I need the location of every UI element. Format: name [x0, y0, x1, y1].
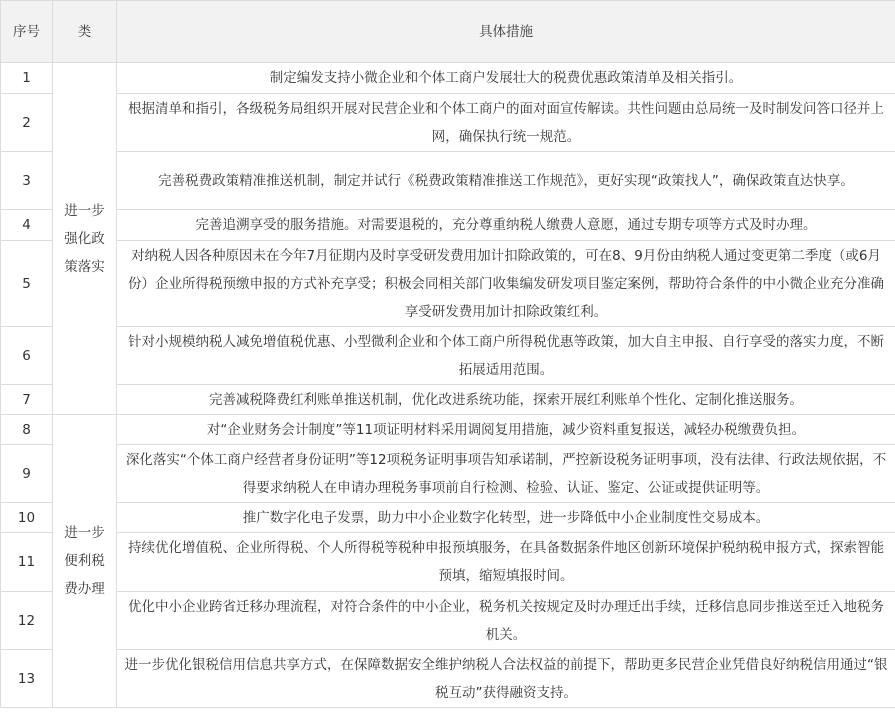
table-row [1, 533, 895, 592]
measure-text: 制定编发支持小微企业和个体工商户发展壮大的税费优惠政策清单及相关指引。 [117, 63, 895, 94]
table-row [1, 210, 895, 241]
measure-text: 完善减税降费红利账单推送机制，优化改进系统功能，探索开展红利账单个性化、定制化推送服务。 [117, 385, 895, 415]
row-number: 2 [1, 94, 53, 152]
row-number: 7 [1, 385, 53, 415]
category-cell: 进一步便利税费办理 [53, 415, 117, 708]
row-number: 5 [1, 241, 53, 327]
table-row [1, 152, 895, 210]
table-row [1, 503, 895, 533]
table-header-row [1, 1, 895, 63]
table-row [1, 327, 895, 385]
row-number: 3 [1, 152, 53, 210]
category-cell: 进一步强化政策落实 [53, 63, 117, 415]
row-number: 1 [1, 63, 53, 94]
row-number: 6 [1, 327, 53, 385]
row-number: 12 [1, 592, 53, 650]
measure-text: 对纳税人因各种原因未在今年7月征期内及时享受研发费用加计扣除政策的，可在8、9月份由纳税人通过变更第二季度（或6月份）企业所得税预缴申报的方式补充享受；积极会同相关部门收集编发研发项目鉴定案例，帮助符合条件的中小微企业充分准确享受研发费用加计扣除政策红利。 [117, 241, 895, 327]
table-row [1, 63, 895, 94]
measure-text: 针对小规模纳税人减免增值税优惠、小型微利企业和个体工商户所得税优惠等政策，加大自主申报、自行享受的落实力度，不断拓展适用范围。 [117, 327, 895, 385]
measure-text: 优化中小企业跨省迁移办理流程，对符合条件的中小企业，税务机关按规定及时办理迁出手续，迁移信息同步推送至迁入地税务机关。 [117, 592, 895, 650]
measure-text: 推广数字化电子发票，助力中小企业数字化转型，进一步降低中小企业制度性交易成本。 [117, 503, 895, 533]
measure-text: 持续优化增值税、企业所得税、个人所得税等税种申报预填服务，在具备数据条件地区创新环境保护税纳税申报方式，探索智能预填，缩短填报时间。 [117, 533, 895, 592]
header-measure: 具体措施 [117, 1, 895, 63]
header-category: 类 [53, 1, 117, 63]
row-number: 10 [1, 503, 53, 533]
measure-text: 深化落实“个体工商户经营者身份证明”等12项税务证明事项告知承诺制，严控新设税务证明事项，没有法律、行政法规依据，不得要求纳税人在申请办理税务事项前自行检测、检验、认证、鉴定、公证或提供证明等。 [117, 445, 895, 503]
row-number: 8 [1, 415, 53, 445]
header-no: 序号 [1, 1, 53, 63]
table-row [1, 385, 895, 415]
table-row [1, 94, 895, 152]
measure-text: 对“企业财务会计制度”等11项证明材料采用调阅复用措施，减少资料重复报送，减轻办税缴费负担。 [117, 415, 895, 445]
measure-text: 完善税费政策精准推送机制，制定并试行《税费政策精准推送工作规范》，更好实现“政策找人”，确保政策直达快享。 [117, 152, 895, 210]
table-row [1, 650, 895, 708]
table-row [1, 415, 895, 445]
table-row [1, 445, 895, 503]
table-row [1, 592, 895, 650]
row-number: 11 [1, 533, 53, 592]
row-number: 4 [1, 210, 53, 241]
measure-text: 进一步优化银税信用信息共享方式，在保障数据安全维护纳税人合法权益的前提下，帮助更多民营企业凭借良好纳税信用通过“银税互动”获得融资支持。 [117, 650, 895, 708]
row-number: 13 [1, 650, 53, 708]
measure-text: 完善追溯享受的服务措施。对需要退税的，充分尊重纳税人缴费人意愿，通过专期专项等方式及时办理。 [117, 210, 895, 241]
measure-text: 根据清单和指引，各级税务局组织开展对民营企业和个体工商户的面对面宣传解读。共性问题由总局统一及时制发问答口径并上网，确保执行统一规范。 [117, 94, 895, 152]
table-row [1, 241, 895, 327]
row-number: 9 [1, 445, 53, 503]
